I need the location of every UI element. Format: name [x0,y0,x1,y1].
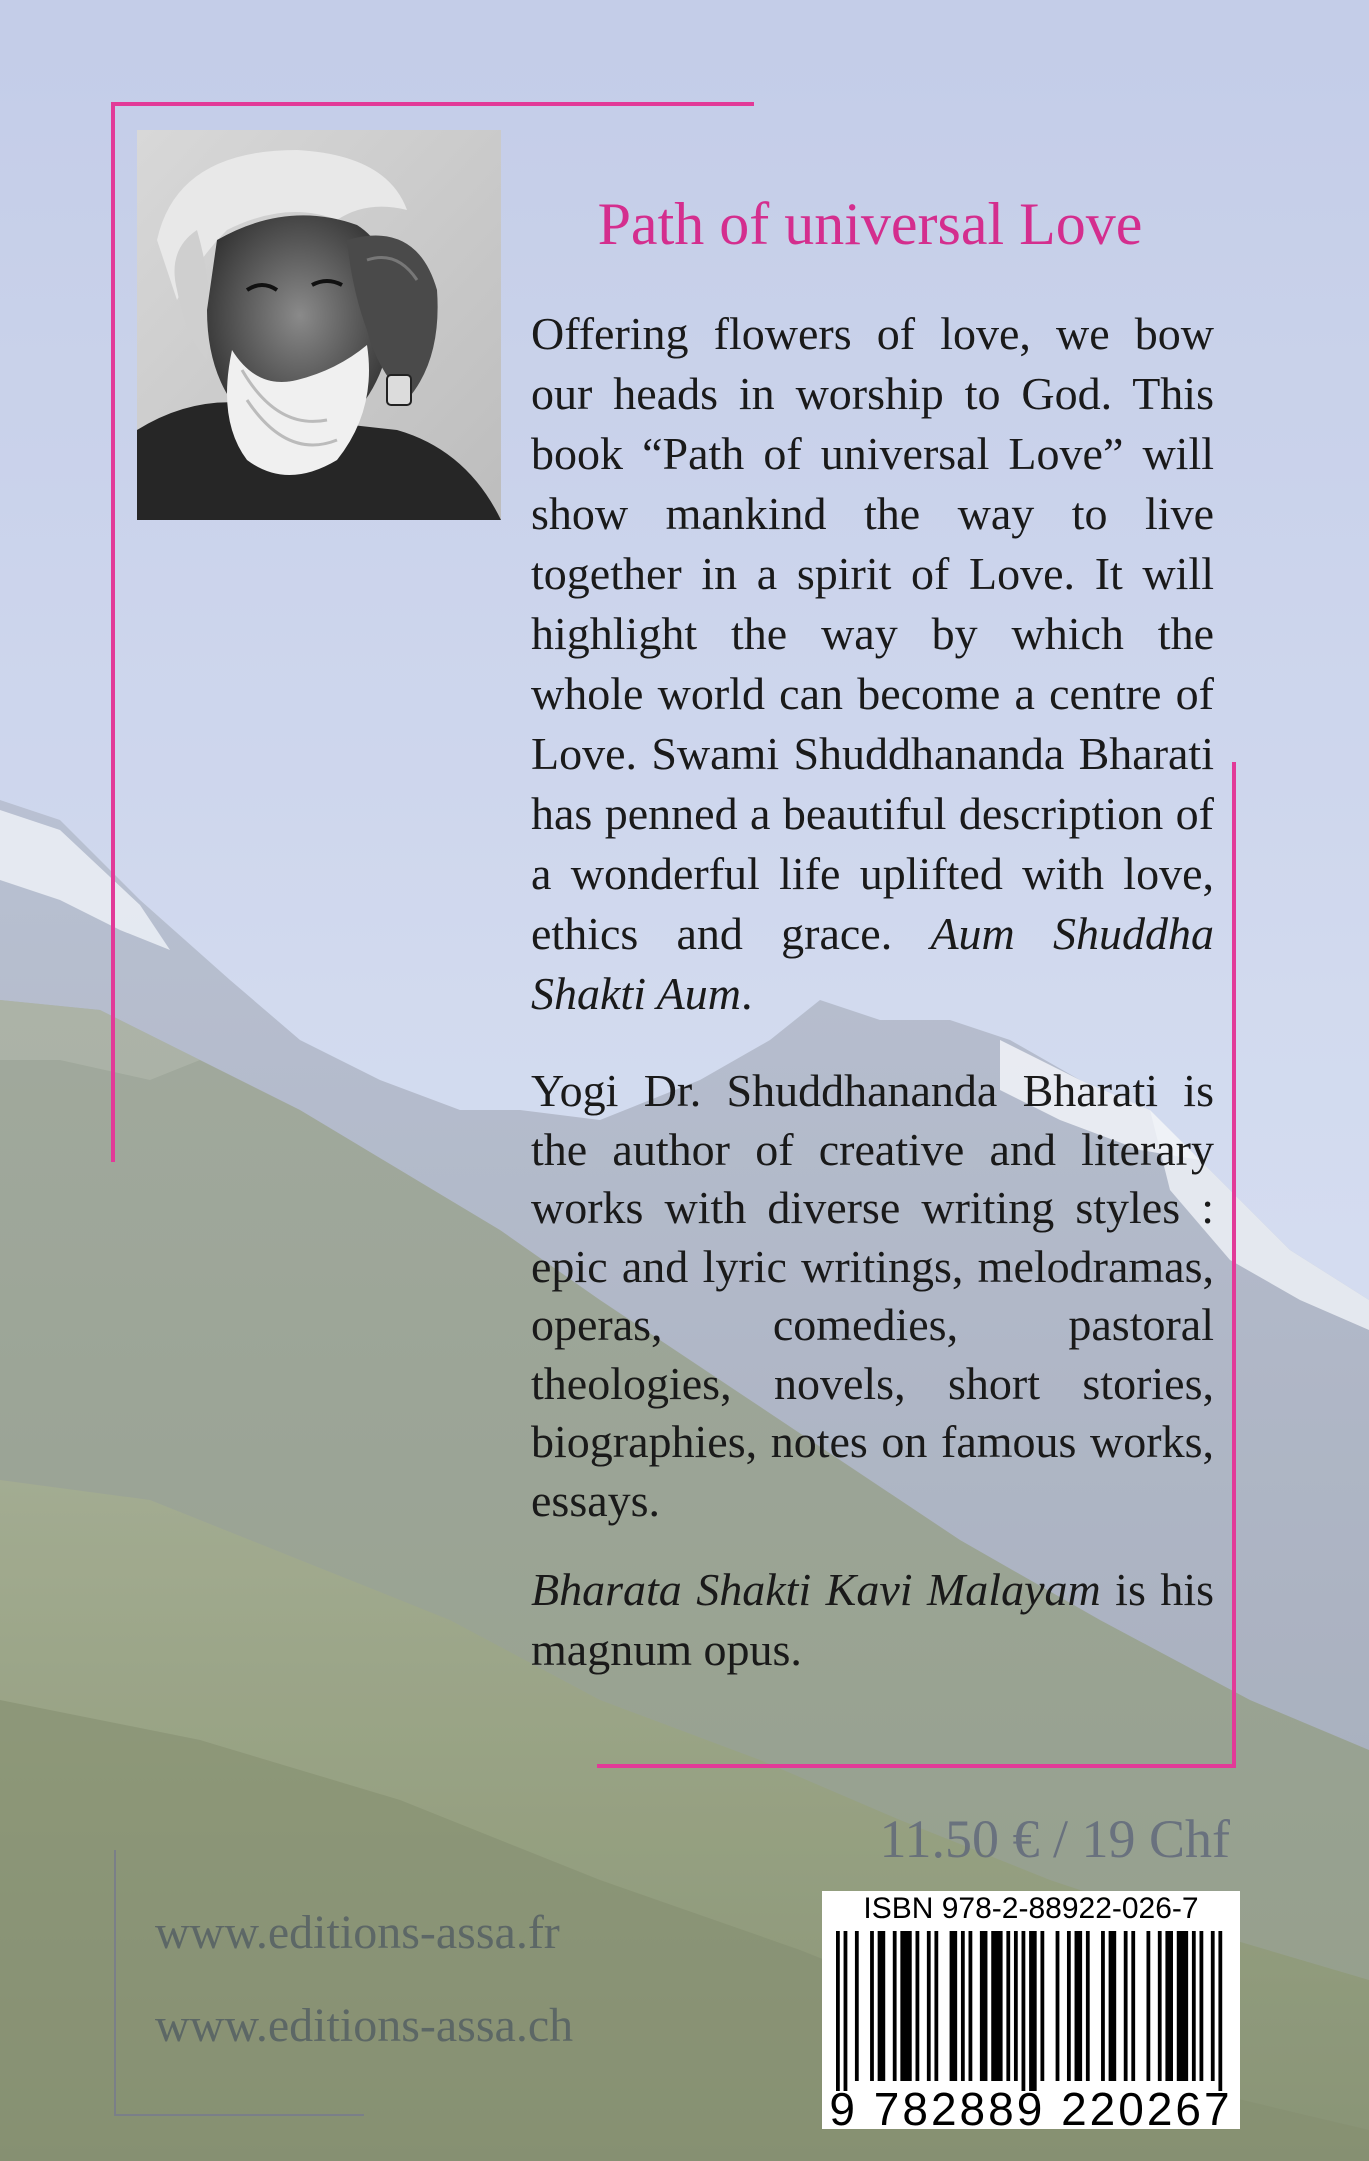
barcode-bar [836,1931,840,2091]
barcode-bar [855,1931,859,2081]
barcode-bar [1158,1931,1162,2081]
barcode-bars [836,1931,1226,2091]
ean-number: 9 782889 220267 [829,2083,1233,2135]
frame-top-line [111,102,754,106]
description-paragraph [531,304,1214,1024]
barcode-bar [870,1931,874,2081]
barcode-bar [1177,1931,1188,2081]
author-portrait [137,130,501,520]
footer-bottom-line [114,2114,364,2116]
barcode-bar [1200,1931,1204,2081]
barcode-bar [980,1931,988,2081]
barcode-bar [927,1931,931,2081]
barcode-bar [1218,1931,1222,2091]
barcode-bar [1006,1931,1010,2081]
barcode-bar [1146,1931,1150,2081]
barcode-bar [916,1931,920,2081]
website-ch: www.editions-assa.ch [155,1999,574,2052]
author-bio-text: Yogi Dr. Shuddhananda Bharati is the author of creative and literary works with diverse writing styles : epic and lyric writings, melodramas, operas, comedies, pastoral theologies, novels, short stories, biographies, notes on famous works, essays. [531,1065,1214,1526]
barcode-bar [1075,1931,1083,2081]
footer-left-line [114,1850,116,2115]
book-title: Path of universal Love [597,191,1143,257]
barcode-bar [1211,1931,1215,2081]
barcode-bar [1101,1931,1105,2081]
barcode-bar [1165,1931,1173,2081]
barcode-bar [893,1931,897,2081]
barcode-bar [961,1931,965,2081]
barcode-bar [934,1931,938,2081]
barcode-bar [969,1931,973,2081]
barcode-bar [1040,1931,1044,2081]
description-mantra: Aum Shuddha Shakti Aum [531,908,1214,1019]
barcode-bar [1029,1931,1037,2091]
barcode-bar [1014,1931,1018,2081]
barcode-bar [1022,1931,1026,2091]
barcode-bar [1192,1931,1196,2081]
barcode-bar [1086,1931,1090,2081]
price-label: 11.50 € / 19 Chf [879,1809,1230,1869]
author-bio-paragraph [531,1062,1214,1530]
description-text: Offering flowers of love, we bow our heads in worship to God. This book “Path of universal Love” will show mankind the way to live together in a spirit of Love. It will highlight the way by which the whole world can become a centre of Love. Swami Shuddhananda Bharati has penned a beautiful description of a wonderful life uplifted with love, ethics and grace. [531,308,1214,959]
frame-right-line [1232,762,1236,1768]
barcode-bar [1067,1931,1071,2081]
magnum-opus-title: Bharata Shakti Kavi Malayam [531,1564,1101,1615]
magnum-opus-paragraph [531,1560,1214,1680]
barcode-bar [900,1931,911,2081]
frame-bottom-line [597,1764,1236,1768]
barcode-bar [1124,1931,1128,2081]
description-end: . [740,968,753,1019]
isbn-barcode [822,1891,1240,2135]
barcode-bar [878,1931,886,2081]
barcode-bar [1109,1931,1117,2081]
isbn-number: ISBN 978-2-88922-026-7 [863,1892,1199,1925]
barcode-bar [1056,1931,1060,2081]
frame-left-line [111,102,115,1162]
barcode-bar [844,1931,848,2091]
barcode-bar [1131,1931,1135,2081]
magnum-opus-text: is his magnum opus. [531,1564,1214,1675]
website-fr: www.editions-assa.fr [155,1906,560,1959]
barcode-bar [950,1931,958,2081]
barcode-bar [991,1931,1002,2081]
